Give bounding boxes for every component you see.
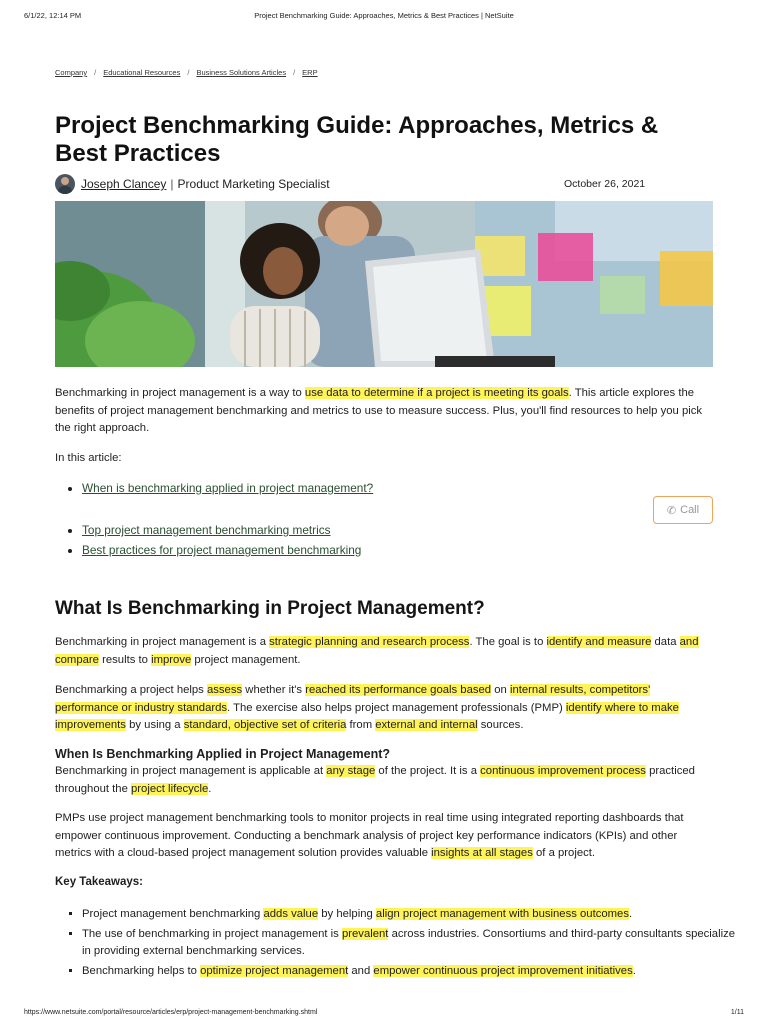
list-item: ▪ Project management benchmarking adds value by helping align project management with business outcomes. [82, 906, 742, 924]
author-link[interactable]: Joseph Clancey [81, 177, 167, 191]
author-role: Product Marketing Specialist [177, 177, 330, 191]
print-title: Project Benchmarking Guide: Approaches, Metrics & Best Practices | NetSuite [254, 11, 514, 20]
page-title: Project Benchmarking Guide: Approaches, Metrics & Best Practices [55, 112, 659, 167]
breadcrumb-business-solutions-articles[interactable]: Business Solutions Articles [196, 68, 287, 77]
print-url: https://www.netsuite.com/portal/resource/articles/erp/project-management-benchmarking.shtml [24, 1009, 318, 1016]
breadcrumb-separator: / [187, 68, 190, 77]
byline-separator: | [170, 177, 174, 191]
breadcrumb-educational-resources[interactable]: Educational Resources [103, 68, 181, 77]
section-heading-what-is-benchmarking: What Is Benchmarking in Project Management? [55, 598, 485, 619]
toc-link-top-metrics[interactable]: Top project management benchmarking metrics [82, 523, 331, 537]
key-takeaways-label: Key Takeaways: [55, 876, 144, 888]
intro-text: Benchmarking in project management is a way to [55, 387, 305, 399]
byline [55, 173, 715, 195]
section2-paragraph-1: Benchmarking in project management is applicable at any stage of the project. It is a continuous improvement process practiced throughout the project lifecycle. [55, 765, 695, 795]
toc-clipped [55, 480, 715, 496]
print-date: 6/1/22, 12:14 PM [24, 11, 82, 20]
call-button-label: Call [680, 504, 700, 516]
intro-text: . This article explores the benefits of project management benchmarking and metrics to use to measure success. Plus, you'll find resources to help you pick the right approach. [55, 387, 703, 434]
hero-image [55, 201, 713, 367]
section1-paragraph-2: Benchmarking a project helps assess whether it's reached its performance goals based on internal results, competitors' performance or industry standards. The exercise also helps project management professionals (PMP) identify where to make improvements by using a standard, objective set of criteria from external and internal sources. [55, 684, 679, 731]
list-item: ▪ The use of benchmarking in project management is prevalent across industries. Consortiums and third-party consultants specialize in providing external benchmarking services. [82, 926, 742, 961]
breadcrumb-separator: / [293, 68, 296, 77]
publish-date: October 26, 2021 [564, 178, 646, 190]
section-heading-when-applied: When Is Benchmarking Applied in Project Management? [55, 747, 391, 761]
breadcrumb [55, 68, 318, 77]
call-button[interactable] [653, 496, 713, 524]
section1-paragraph-1: Benchmarking in project management is a strategic planning and research process. The goal is to identify and measure data and compare results to improve project management. [55, 636, 699, 666]
phone-icon: ✆ [666, 504, 677, 517]
list-item: ▪ Benchmarking helps to optimize project management and empower continuous project improvement initiatives. [82, 963, 742, 981]
toc-link-when-applied[interactable]: When is benchmarking applied in project management? [82, 481, 374, 495]
in-this-article-label: In this article: [55, 452, 122, 464]
print-page-number: 1/11 [730, 1009, 744, 1016]
table-of-contents [55, 520, 361, 560]
breadcrumb-separator: / [94, 68, 97, 77]
breadcrumb-erp[interactable]: ERP [302, 68, 318, 77]
list-item [82, 540, 361, 560]
author-avatar [55, 174, 75, 194]
key-takeaways-list [55, 906, 742, 982]
highlight: use data to determine if a project is meeting its goals [304, 387, 569, 399]
section2-paragraph-2: PMPs use project management benchmarking tools to monitor projects in real time using integrated reporting dashboards that empower continuous improvement. Conducting a benchmark analysis of project key performance indicators (KPIs) and other metrics with a cloud-based project management solution provides valuable insights at all stages of a project. [55, 812, 684, 859]
toc-link-best-practices[interactable]: Best practices for project management benchmarking [82, 543, 362, 557]
breadcrumb-company[interactable]: Company [55, 68, 88, 77]
intro-paragraph [55, 385, 715, 438]
list-item [82, 520, 361, 540]
